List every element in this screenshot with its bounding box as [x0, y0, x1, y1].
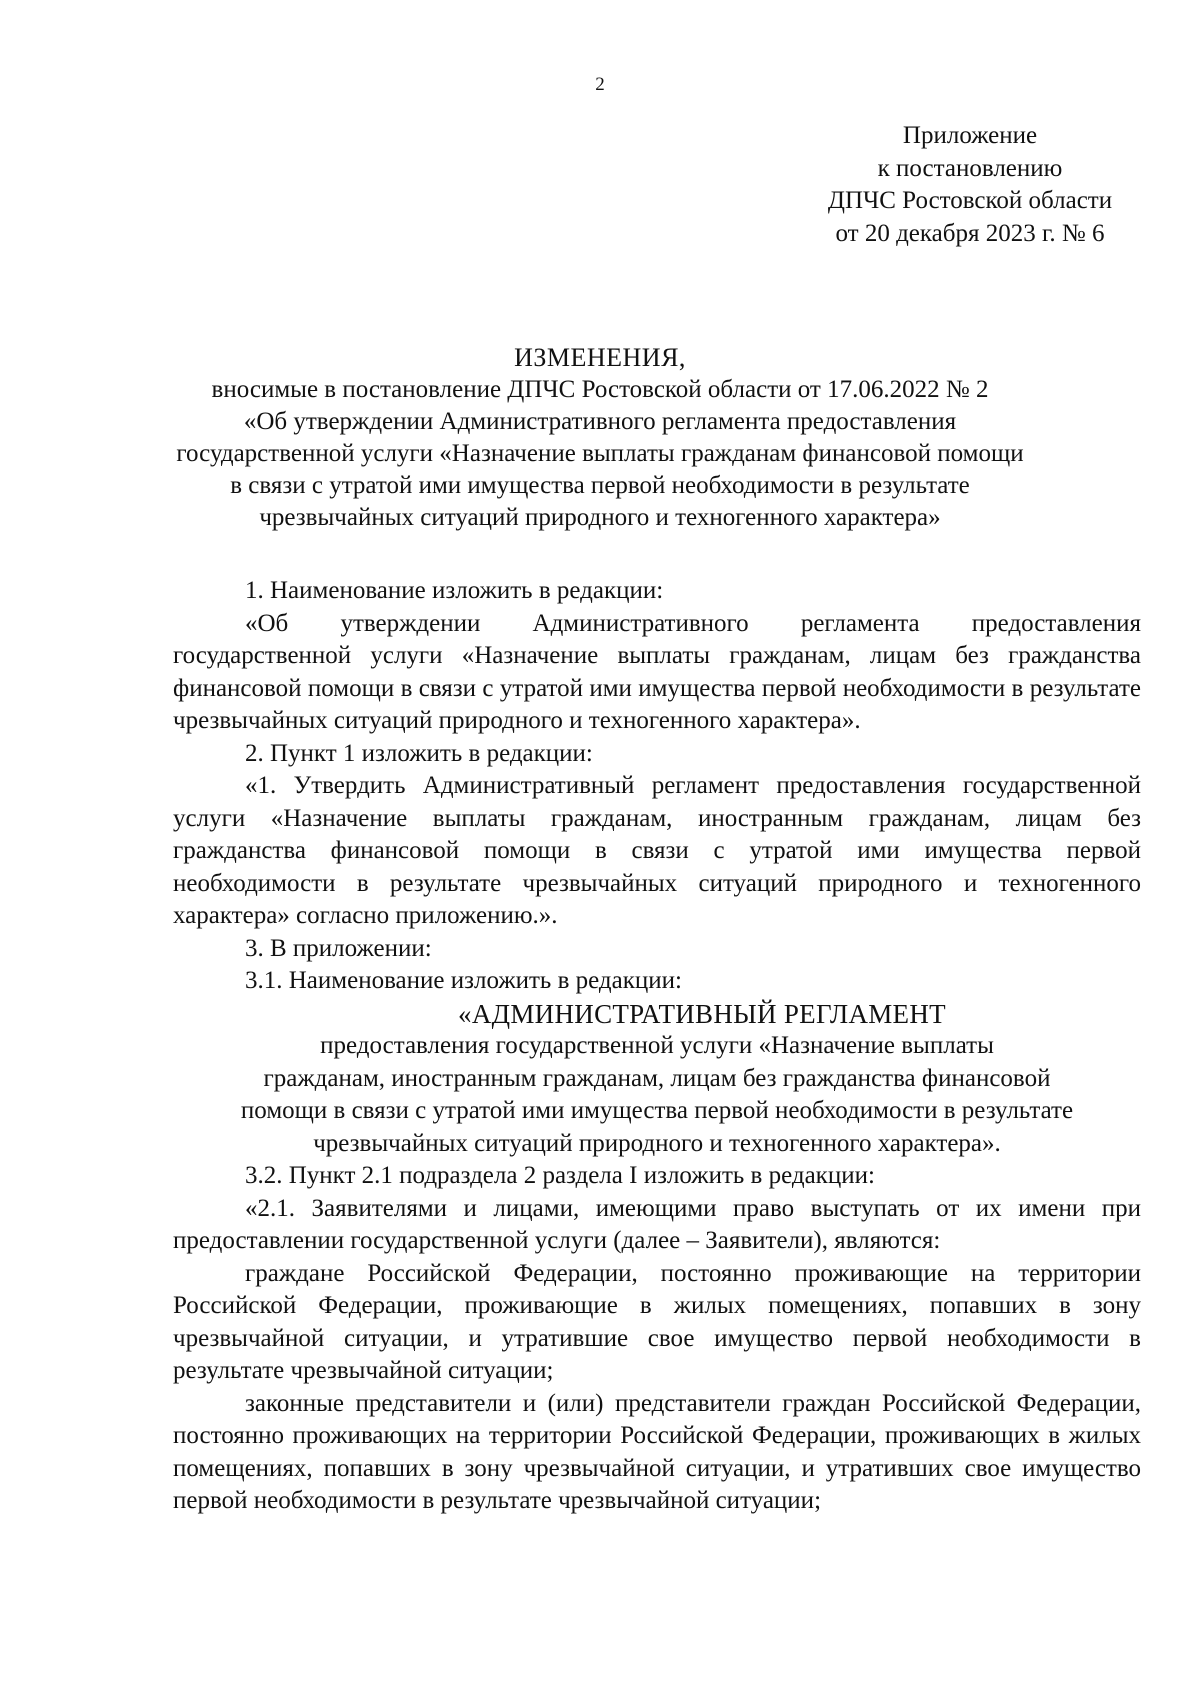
title-line: чрезвычайных ситуаций природного и техногенного характера» [259, 504, 941, 531]
paragraph-new-name: «Об утверждении Административного регламента предоставления государственной услуги «Назначение выплаты гражданам, лицам без гражданства финансовой помощи в связи с утратой ими имущества первой необходимости в результате чрезвычайных ситуаций природного и техногенного характера». [173, 609, 1141, 734]
regulation-line: предоставления государственной услуги «Назначение выплаты [320, 1032, 994, 1059]
appendix-stamp [800, 120, 1140, 250]
regulation-line: чрезвычайных ситуаций природного и техногенного характера». [313, 1129, 1001, 1157]
appendix-line: Приложение [902, 122, 1038, 149]
document-body [173, 575, 1141, 1518]
paragraph-item-2: 2. Пункт 1 изложить в редакции: [245, 739, 593, 767]
paragraph-representatives: законные представители и (или) представители граждан Российской Федерации, постоянно проживающих на территории Российской Федерации, проживающих в жилых помещениях, попавших в зону чрезвычайной ситуации, и утративших свое имущество первой необходимости в результате чрезвычайной ситуации; [173, 1389, 1141, 1514]
paragraph-citizens: граждане Российской Федерации, постоянно проживающие на территории Российской Федерации, проживающие в жилых помещениях, попавших в зону чрезвычайной ситуации, и утратившие свое имущество первой необходимости в результате чрезвычайной ситуации; [173, 1259, 1141, 1384]
paragraph-point-1: «1. Утвердить Административный регламент предоставления государственной услуги «Назначение выплаты гражданам, иностранным гражданам, лицам без гражданства финансовой помощи в связи с утратой ими имущества первой необходимости в результате чрезвычайных ситуаций природного и техногенного характера» согласно приложению.». [173, 772, 1141, 929]
title-line: в связи с утратой ими имущества первой необходимости в результате [230, 472, 970, 499]
regulation-heading: «АДМИНИСТРАТИВНЫЙ РЕГЛАМЕНТ [458, 998, 946, 1029]
paragraph-item-1: 1. Наименование изложить в редакции: [245, 577, 664, 604]
title-line: «Об утверждении Административного регламента предоставления [243, 408, 957, 435]
regulation-line: помощи в связи с утратой ими имущества первой необходимости в результате [240, 1097, 1074, 1124]
paragraph-item-3: 3. В приложении: [245, 934, 432, 962]
paragraph-item-3-1: 3.1. Наименование изложить в редакции: [245, 967, 682, 994]
regulation-line: гражданам, иностранным гражданам, лицам без гражданства финансовой [263, 1064, 1051, 1092]
appendix-line: от 20 декабря 2023 г. № 6 [835, 219, 1105, 247]
document-title [150, 342, 1050, 534]
page-number: 2 [595, 74, 605, 95]
regulation-title [173, 998, 1141, 1161]
title-line: государственной услуги «Назначение выплаты гражданам финансовой помощи [176, 440, 1024, 467]
appendix-line: к постановлению [877, 154, 1063, 182]
title-line: вносимые в постановление ДПЧС Ростовской области от 17.06.2022 № 2 [211, 376, 989, 403]
paragraph-point-2-1: «2.1. Заявителями и лицами, имеющими право выступать от их имени при предоставлении государственной услуги (далее – Заявители), являются: [173, 1194, 1141, 1254]
paragraph-item-3-2: 3.2. Пункт 2.1 подраздела 2 раздела I изложить в редакции: [245, 1162, 875, 1189]
appendix-line: ДПЧС Ростовской области [827, 187, 1113, 214]
title-heading: ИЗМЕНЕНИЯ, [514, 343, 686, 372]
